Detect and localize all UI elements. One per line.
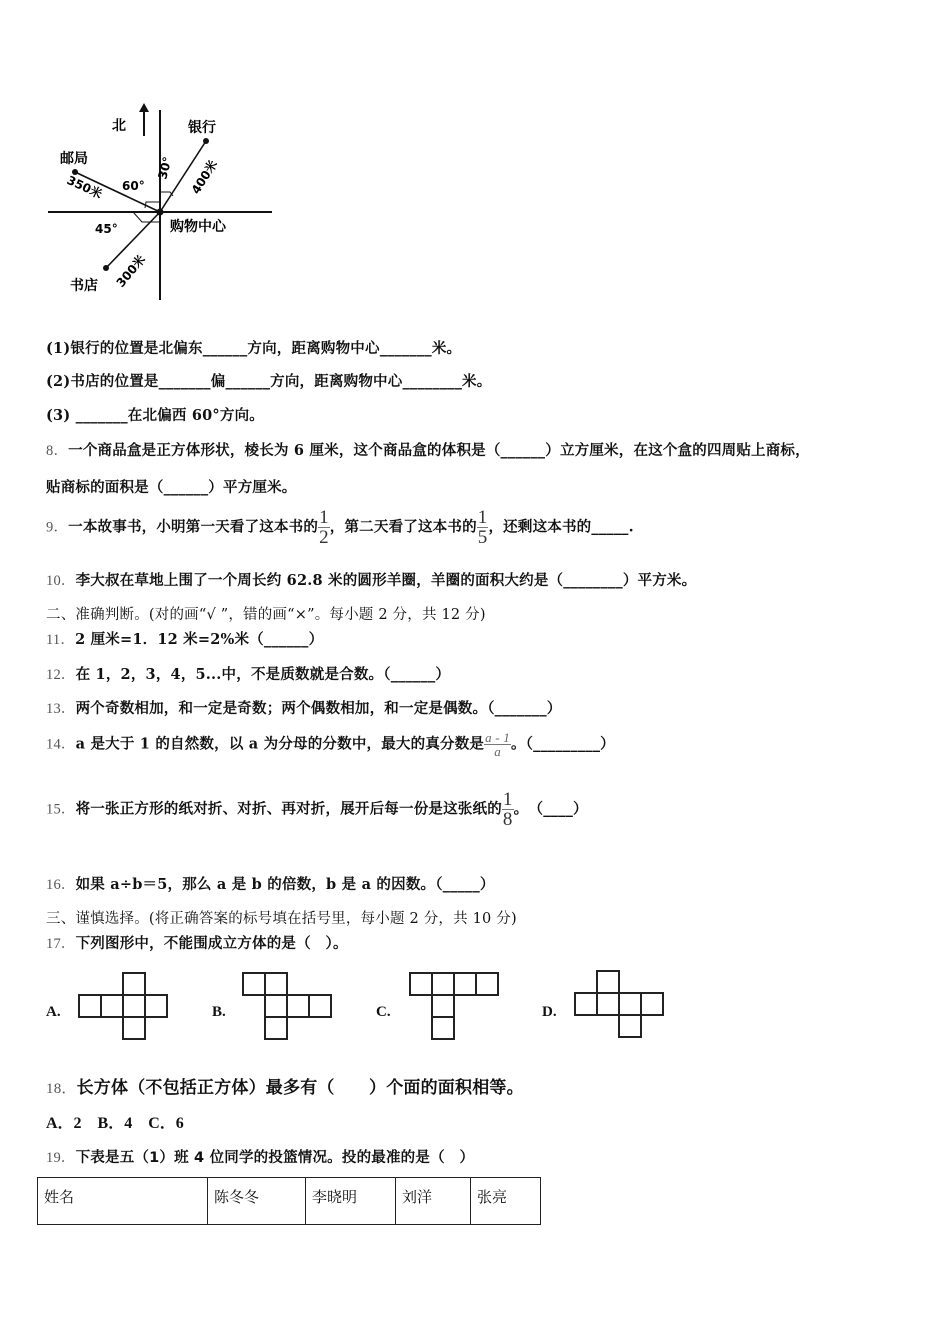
q19-text: 下表是五（1）班 4 位同学的投篮情况。投的最准的是（ ） bbox=[75, 1150, 475, 1166]
angle-book-label: 45° bbox=[95, 222, 118, 236]
table-cell: 刘洋 bbox=[396, 1178, 471, 1225]
table-cell: 张亮 bbox=[471, 1178, 541, 1225]
option-c-label: C. bbox=[376, 1004, 391, 1020]
q10 bbox=[46, 569, 696, 590]
bookstore-label: 书店 bbox=[70, 278, 98, 294]
net-c bbox=[410, 973, 498, 1039]
mall-point bbox=[157, 209, 164, 216]
q16 bbox=[46, 873, 495, 894]
frac-num: a - 1 bbox=[485, 730, 510, 745]
q18 bbox=[46, 1073, 524, 1098]
option-a-label: A. bbox=[46, 1004, 61, 1020]
dist-book-label: 300米 bbox=[113, 252, 149, 290]
table-cell: 陈冬冬 bbox=[208, 1178, 306, 1225]
q18-number: 18． bbox=[46, 1081, 77, 1097]
cube-nets bbox=[0, 960, 700, 1050]
q14-text-a: a 是大于 1 的自然数，以 a 为分母的分数中，最大的真分数是 bbox=[75, 735, 485, 753]
table-row bbox=[38, 1178, 541, 1225]
net-d bbox=[575, 971, 663, 1037]
frac-den: a bbox=[494, 744, 501, 759]
q17-text: 下列图形中，不能围成立方体的是（ ）。 bbox=[75, 935, 348, 952]
q12 bbox=[46, 663, 450, 684]
q10-number: 10． bbox=[46, 573, 76, 589]
q17-number: 17． bbox=[46, 936, 76, 952]
q7-part2: (2)书店的位置是_______偏______方向，距离购物中心________米。 bbox=[46, 373, 492, 390]
q19 bbox=[46, 1146, 474, 1167]
net-b bbox=[243, 973, 331, 1039]
q17 bbox=[46, 932, 348, 953]
frac-den: 8 bbox=[502, 809, 513, 830]
q15-text-a: 将一张正方形的纸对折、对折、再对折，展开后每一份是这张纸的 bbox=[75, 800, 502, 818]
q12-text: 在 1，2，3，4，5...中，不是质数就是合数。（______） bbox=[75, 666, 451, 683]
q8-number: 8． bbox=[46, 443, 69, 459]
q8-line2: 贴商标的面积是（______）平方厘米。 bbox=[46, 479, 297, 496]
q9-text-c: ，还剩这本书的_____. bbox=[488, 518, 634, 536]
q10-text: 李大叔在草地上围了一个周长约 62.8 米的圆形羊圈，羊圈的面积大约是（________）平方米。 bbox=[75, 572, 697, 589]
q14 bbox=[46, 731, 615, 758]
section3-heading: 三、谨慎选择。(将正确答案的标号填在括号里，每小题 2 分，共 10 分) bbox=[46, 911, 517, 927]
q15 bbox=[46, 790, 588, 829]
mall-label: 购物中心 bbox=[170, 219, 226, 235]
north-arrow-icon bbox=[139, 103, 149, 136]
q18-text: 长方体（不包括正方体）最多有（ ）个面的面积相等。 bbox=[76, 1078, 524, 1098]
fraction-1-8 bbox=[502, 790, 514, 829]
q8-text1: 一个商品盒是正方体形状，棱长为 6 厘米，这个商品盒的体积是（______）立方厘米，在这个盒的四周贴上商标， bbox=[68, 442, 810, 459]
q8-line1 bbox=[46, 439, 810, 460]
q19-number: 19． bbox=[46, 1150, 76, 1166]
dist-post-label: 350米 bbox=[64, 173, 105, 202]
frac-num: 1 bbox=[319, 507, 329, 528]
net-a bbox=[79, 973, 167, 1039]
table-cell: 姓名 bbox=[38, 1178, 208, 1225]
basketball-table bbox=[37, 1177, 541, 1225]
q9-text-b: ，第二天看了这本书的 bbox=[329, 518, 477, 536]
dist-bank-label: 400米 bbox=[188, 157, 221, 197]
direction-diagram bbox=[40, 95, 280, 310]
q16-number: 16． bbox=[46, 877, 76, 893]
q11-text: 2 厘米=1．12 米=2%米（______） bbox=[75, 631, 324, 648]
q15-text-b: 。 （____） bbox=[513, 800, 588, 818]
fraction-1-5 bbox=[477, 508, 489, 547]
bank-point bbox=[203, 138, 209, 144]
q13 bbox=[46, 697, 562, 718]
section2-heading: 二、准确判断。(对的画“√ ”，错的画“×”。每小题 2 分，共 12 分) bbox=[46, 607, 486, 623]
q7-part3: (3) _______在北偏西 60°方向。 bbox=[46, 407, 264, 424]
q7-part1: (1)银行的位置是北偏东______方向，距离购物中心_______米。 bbox=[46, 340, 462, 357]
option-d-label: D. bbox=[542, 1004, 557, 1020]
q14-number: 14． bbox=[46, 736, 76, 753]
north-label: 北 bbox=[112, 118, 126, 134]
angle-bank-label: 30° bbox=[155, 155, 175, 181]
q15-number: 15． bbox=[46, 801, 76, 818]
fraction-a-minus-1-over-a bbox=[484, 731, 511, 758]
q11 bbox=[46, 628, 323, 649]
q11-number: 11． bbox=[46, 632, 76, 648]
q9-number: 9． bbox=[46, 519, 69, 536]
bank-label: 银行 bbox=[188, 120, 216, 136]
frac-num: 1 bbox=[502, 789, 513, 810]
post-label: 邮局 bbox=[60, 151, 88, 167]
q9-text-a: 一本故事书，小明第一天看了这本书的 bbox=[68, 518, 319, 536]
q9 bbox=[46, 508, 634, 547]
q12-number: 12． bbox=[46, 667, 76, 683]
angle-post-label: 60° bbox=[122, 179, 145, 193]
q13-number: 13． bbox=[46, 701, 76, 717]
q16-text: 如果 a÷b＝5，那么 a 是 b 的倍数，b 是 a 的因数。（_____） bbox=[75, 876, 495, 893]
frac-den: 2 bbox=[319, 527, 329, 548]
frac-num: 1 bbox=[477, 507, 488, 528]
q18-options: A．2 B．4 C．6 bbox=[46, 1115, 184, 1132]
table-cell: 李晓明 bbox=[306, 1178, 396, 1225]
option-b-label: B. bbox=[212, 1004, 226, 1020]
fraction-1-2 bbox=[318, 508, 330, 547]
q14-text-b: 。（_________） bbox=[510, 735, 615, 753]
frac-den: 5 bbox=[477, 527, 488, 548]
book-point bbox=[103, 265, 109, 271]
q13-text: 两个奇数相加，和一定是奇数；两个偶数相加，和一定是偶数。（_______） bbox=[75, 700, 562, 717]
